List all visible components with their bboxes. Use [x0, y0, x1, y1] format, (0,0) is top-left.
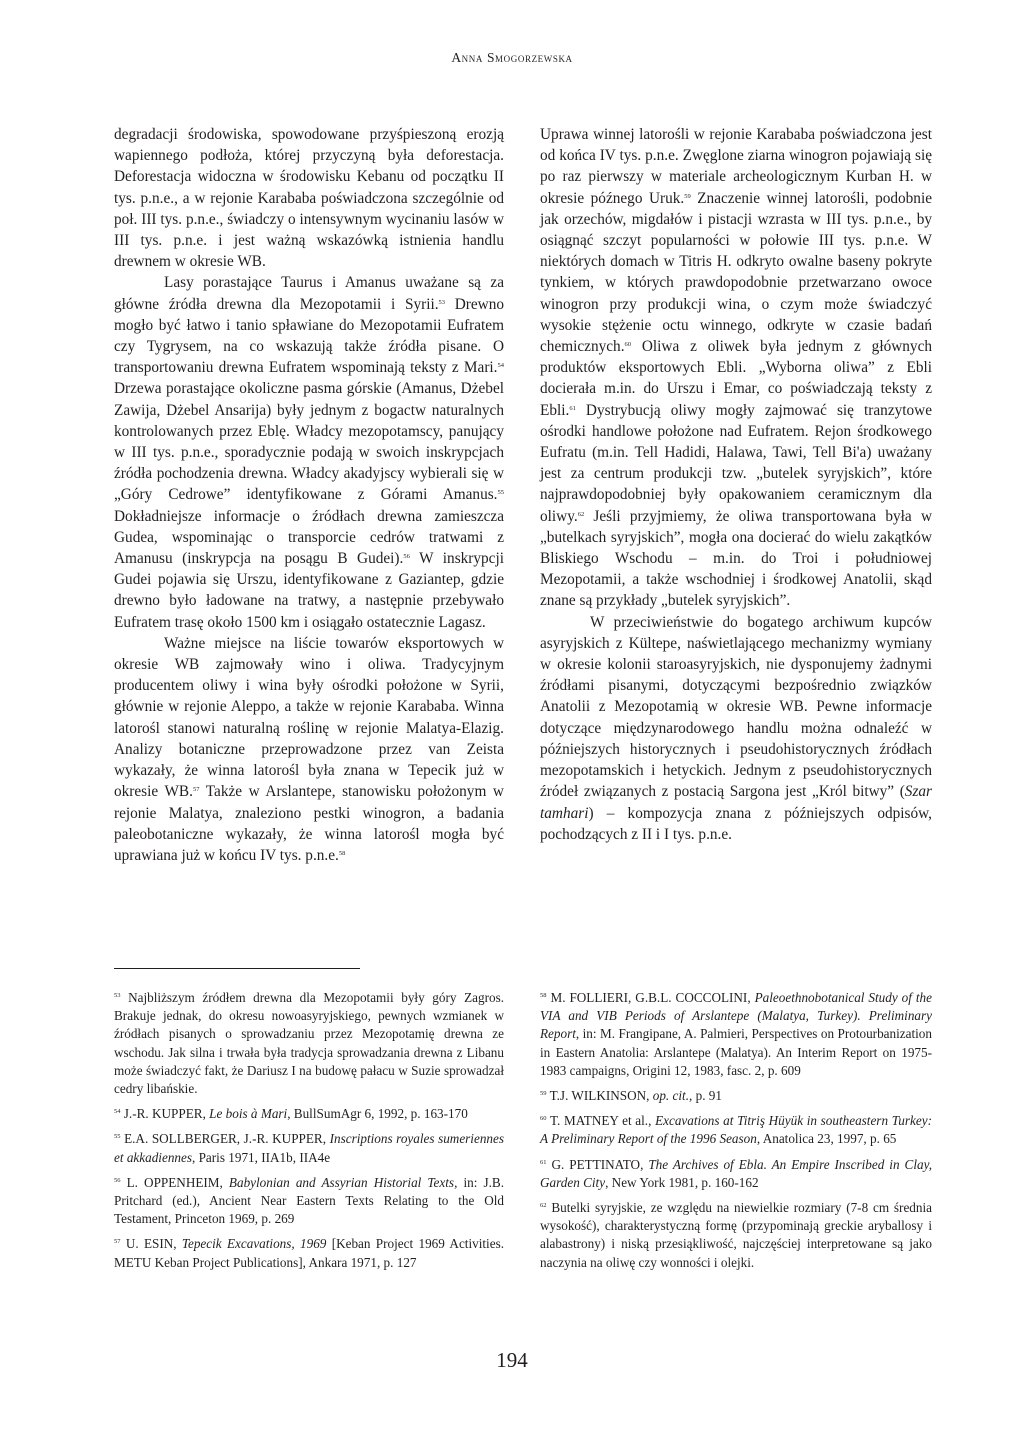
- paragraph-text: W inskrypcji Gudei pojawia się Urszu, identyfikowane z Gaziantep, gdzie drewno było ładowane na tratwy, a następnie przebywało Eufratem trasę około 1500 km i osiągało ostatecznie Lagasz.: [114, 550, 504, 631]
- footnote: [114, 989, 504, 1098]
- footnote-number: 61: [540, 1158, 547, 1166]
- running-head: Anna Smogorzewska: [451, 50, 573, 65]
- footnote-marker[interactable]: 58: [338, 849, 346, 857]
- footnote-text: , New York 1981, p. 160-162: [605, 1174, 759, 1190]
- paragraph-text: W przeciwieństwie do bogatego archiwum kupców asyryjskich z Kültepe, naświetlającego mechanizmy wymiany w okresie kolonii staroasyryjskich, nie dysponujemy żadnymi źródłami pisanymi, dotyczącymi bezpośrednio związków Anatolii z Mezopotamią w okresie WB. Pewne informacje dotyczące międzynarodowego handlu można odnaleźć w późniejszych historycznych i pseudohistorycznych źródłach mezopotamskich i hetyckich. Jednym z pseudohistorycznych źródeł związanych z postacią Sargona jest „Król bitwy” (: [540, 613, 932, 801]
- page-number: 194: [496, 1348, 528, 1372]
- footnote-number: 58: [540, 992, 547, 999]
- footnote-number: 56: [114, 1176, 121, 1184]
- paragraph: [114, 124, 504, 272]
- footnote-marker[interactable]: 53: [438, 298, 446, 306]
- footnote-text: , p. 91: [689, 1088, 722, 1104]
- paragraph: [540, 612, 932, 845]
- footnote-title: Babylonian and Assyrian Historial Texts: [228, 1174, 455, 1190]
- footnote-title: Le bois à Mari: [209, 1106, 288, 1122]
- footnote-marker[interactable]: 62: [577, 510, 585, 518]
- footnote-number: 59: [540, 1090, 547, 1098]
- footnotes-right: [540, 989, 932, 1279]
- paragraph: [114, 633, 504, 866]
- footnote-text: , Anatolica 23, 1997, p. 65: [756, 1131, 897, 1147]
- footnote: [540, 1087, 932, 1105]
- footnote-text: T.J. WILKINSON,: [549, 1088, 653, 1104]
- footnote: [540, 1156, 932, 1192]
- paragraph-text: Drzewa porastające okoliczne pasma górskie (Amanus, Dżebel Zawija, Dżebel Ansarija) były jednym z bogactw naturalnych kontrolowanych przez Eblę. Władcy mezopotamscy, panujący w III tys. p.n.e., sporadycznie podają w swoich inskrypcjach źródła pochodzenia drewna. Władcy akadyjscy wybierali się w „Góry Cedrowe” identyfikowane z Górami Amanus.: [114, 380, 504, 504]
- paragraph: [114, 272, 504, 632]
- footnote-number: 62: [540, 1202, 547, 1210]
- paragraph: [540, 124, 932, 612]
- footnote: [114, 1105, 504, 1123]
- footnote-number: 54: [114, 1108, 121, 1116]
- footnote-number: 55: [114, 1133, 121, 1141]
- paragraph-text: Znaczenie winnej latorośli, podobnie jak orzechów, migdałów i pistacji wzrasta w III tys. p.n.e., by osiągnąć szczyt popularności w połowie III tys. p.n.e. W niektórych domach w Titris H. odkryto owalne baseny pokryte tynkiem, w których prawdopodobnie przetwarzano owoce winogron przy produkcji wina, o czym może świadczyć wysokie stężenie octu winnego, odkryte w czasie badań chemicznych.: [540, 189, 932, 356]
- footnote-title: Inscriptions royales sumeriennes et akkadiennes: [114, 1131, 504, 1165]
- paragraph-text: degradacji środowiska, spowodowane przyśpieszoną erozją wapiennego podłoża, której przyczyną była deforestacja. Deforestacja widoczna w środowisku Kebanu od początku II tys. p.n.e., a w rejonie Karababa poświadczona szczególnie od poł. III tys. p.n.e., świadczy o intensywnym wycinaniu lasów w III tys. p.n.e. i jest ważną wskazówką istnienia handlu drewnem w okresie WB.: [114, 126, 504, 271]
- footnote-text: T. MATNEY et al.,: [549, 1113, 656, 1129]
- footnote-title: The Archives of Ebla. An Empire Inscribed in Clay, Garden City: [540, 1156, 933, 1190]
- footnote-text: G. PETTINATO,: [551, 1156, 649, 1172]
- footnote: [114, 1174, 504, 1229]
- footnote-text: , in: M. Frangipane, A. Palmieri, Perspectives on Protourbanization in Eastern Anatolia: Arslantepe (Malatya). An Interim Report on 1975-1983 campaigns, Origini 12, 1983, fasc. 2, p. 609: [540, 1026, 932, 1078]
- footnote-marker[interactable]: 56: [403, 553, 410, 561]
- footnote-title: Tepecik Excavations, 1969: [181, 1236, 327, 1252]
- paragraph-text: Uprawa winnej latorośli w rejonie Karababa poświadczona jest od końca IV tys. p.n.e. Zwęglone ziarna winogron pojawiają się po raz pierwszy w materiale archeologicznym Kurban H. w okresie późnego Uruk.: [540, 126, 932, 207]
- footnote-marker[interactable]: 54: [497, 362, 504, 370]
- footnote-title: Paleoethnobotanical Study of the VIA and VIB Periods of Arslantepe (Malatya, Turkey). Preliminary Report: [540, 990, 933, 1042]
- footnote-marker[interactable]: 60: [624, 341, 632, 349]
- footnote-text: , in: J.B. Pritchard (ed.), Ancient Near Eastern Texts Relating to the Old Testament, Princeton 1969, p. 269: [114, 1174, 504, 1227]
- footnote-text: E.A. SOLLBERGER, J.-R. KUPPER,: [124, 1131, 330, 1147]
- footnote-text: L. OPPENHEIM,: [126, 1174, 229, 1190]
- footnote-text: Butelki syryjskie, ze względu na niewielkie rozmiary (7-8 cm średnia wysokość), charakterystyczną formę (przypominają greckie aryballosy i alabastrony) i niską przesiąkliwość, najczęściej interpretowane są jako naczynia na oliwę czy wonności i olejki.: [540, 1200, 932, 1270]
- footnote-text: [Keban Project 1969 Activities. METU Keban Project Publications], Ankara 1971, p. 127: [114, 1236, 504, 1270]
- footnotes-left: [114, 989, 504, 1279]
- paragraph-text: Ważne miejsce na liście towarów eksportowych w okresie WB zajmowały wino i oliwa. Tradycyjnym producentem oliwy i wina były ośrodki położone w Syrii, głównie w rejonie Aleppo, a także w rejonie Karababa. Winna latorośl stanowi naturalną roślinę w rejonie Malatya-Elazig. Analizy botaniczne przeprowadzone przez van Zeista wykazały, że winna latorośl była znana w Tepecik już w okresie WB.: [114, 634, 504, 801]
- footnote-number: 60: [540, 1115, 547, 1123]
- paragraph-text: Dokładniejsze informacje o źródłach drewna zamieszcza Gudea, wspominając o transporcie cedrów tratwami z Amanusu (inskrypcja na posągu B Gudei).: [114, 507, 504, 568]
- footnote-text: J.-R. KUPPER,: [123, 1106, 210, 1122]
- footnote-title: Excavations at Titriş Hüyük in southeastern Turkey: A Preliminary Report of the 1996 Season: [540, 1113, 932, 1147]
- footnote: [114, 1130, 504, 1166]
- footnote-title: op. cit.: [652, 1088, 689, 1104]
- left-text-column: [114, 124, 504, 866]
- footnote-marker[interactable]: 59: [684, 192, 691, 200]
- paragraph-text: ) – kompozycja znana z późniejszych odpisów, pochodzących z II i I tys. p.n.e.: [540, 804, 932, 843]
- footnote: [540, 1112, 932, 1148]
- footnote-marker[interactable]: 61: [569, 404, 576, 412]
- footnote: [540, 989, 932, 1080]
- footnote-number: 57: [114, 1238, 121, 1246]
- footnote-divider: [114, 968, 360, 969]
- footnote-text: Najbliższym źródłem drewna dla Mezopotamii były góry Zagros. Brakuje jednak, do okresu nowoasyryjskiego, pewnych wzmianek w źródłach pisanych o sprowadzaniu przez Mezopotamię drewna ze wschodu. Jak silna i trwała była tradycja sprowadzania drewna z Libanu może świadczyć fakt, że Dariusz I na budowę pałacu w Suzie sprowadzał cedry libańskie.: [114, 990, 504, 1097]
- paragraph-text: Dystrybucją oliwy mogły zajmować się tranzytowe ośrodki handlowe położone nad Eufratem. Rejon środkowego Eufratu (m.in. Tell Hadidi, Halawa, Tawi, Tell Bi'a) uważany jest za centrum produkcji tzw. „butelek syryjskich”, które najprawdopodobniej były opakowaniem ceramicznym dla oliwy.: [540, 401, 932, 525]
- footnote-marker[interactable]: 57: [192, 786, 200, 794]
- footnote-text: U. ESIN,: [125, 1236, 182, 1252]
- paragraph-text: Drewno mogło być łatwo i tanio spławiane do Mezopotamii Eufratem czy Tygrysem, na co wskazują także źródła pisane. O transportowaniu drewna Eufratem wspominają teksty z Mari.: [114, 295, 504, 377]
- footnote: [114, 1235, 504, 1271]
- paragraph-text: Także w Arslantepe, stanowisku położonym w rejonie Malatya, znaleziono pestki winogron, a badania paleobotaniczne wykazały, że winna latorośl mogła być uprawiana już w końcu IV tys. p.n.e.: [114, 783, 504, 864]
- paragraph-text: Oliwa z oliwek była jednym z głównych produktów eksportowych Ebli. „Wyborna oliwa” z Ebli docierała m.in. do Urszu i Emar, co poświadczają teksty z Ebli.: [540, 338, 933, 419]
- italic-title: Szar tamhari: [540, 783, 932, 822]
- footnote-text: M. FOLLIERI, G.B.L. COCCOLINI,: [550, 990, 755, 1005]
- footnote-text: , BullSumAgr 6, 1992, p. 163-170: [287, 1106, 468, 1122]
- paragraph-text: Lasy porastające Taurus i Amanus uważane są za główne źródła drewna dla Mezopotamii i Syrii.: [114, 274, 504, 313]
- right-text-column: [540, 124, 932, 845]
- footnote-number: 53: [114, 992, 121, 999]
- footnote-text: , Paris 1971, IIA1b, IIA4e: [192, 1149, 331, 1165]
- paragraph-text: Jeśli przyjmiemy, że oliwa transportowana była w „butelkach syryjskich”, mogła ona docierać do wielu zakątków Bliskiego Wschodu – m.in. do Troi i południowej Mezopotamii, a także wschodniej i środkowej Anatolii, skąd znane są przykłady „butelek syryjskich”.: [540, 507, 932, 610]
- footnote-marker[interactable]: 55: [497, 489, 504, 497]
- footnote: [540, 1199, 932, 1272]
